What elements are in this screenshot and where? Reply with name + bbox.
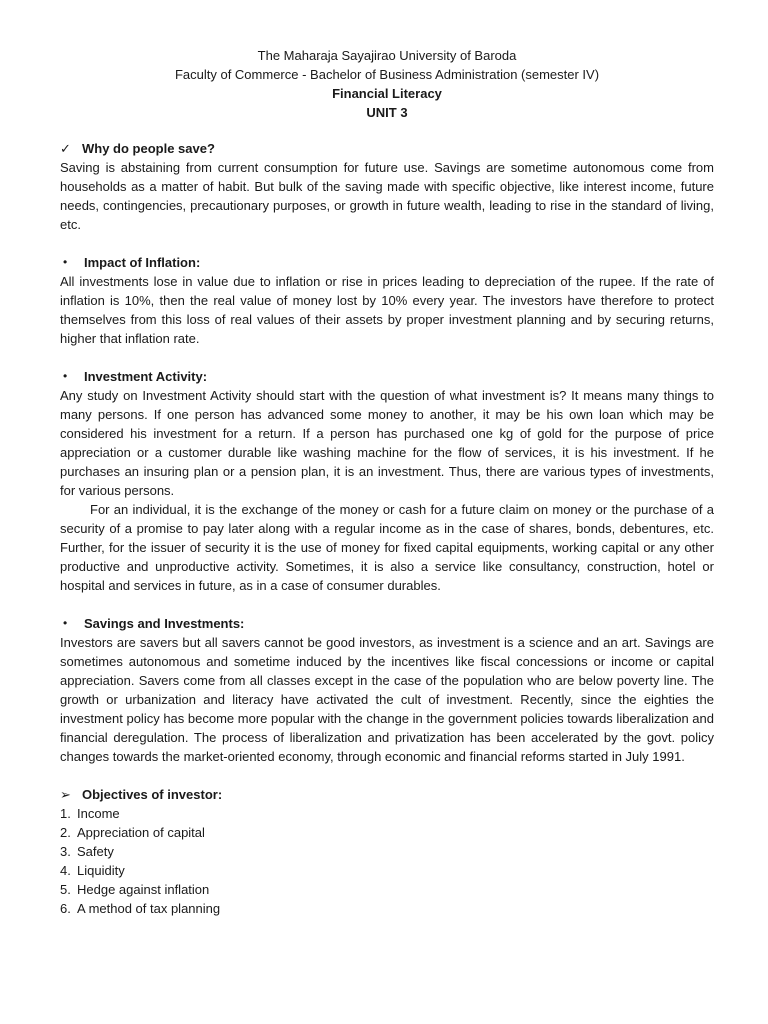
- list-item-label: Income: [77, 806, 120, 821]
- list-item-number: 2.: [60, 825, 71, 840]
- checkmark-icon: ✓: [60, 141, 71, 156]
- bullet-icon: •: [63, 255, 68, 269]
- list-item-label: Safety: [77, 844, 114, 859]
- list-item: [60, 842, 714, 861]
- university-name: The Maharaja Sayajirao University of Baroda: [257, 48, 517, 63]
- section-impact-of-inflation: [60, 253, 714, 348]
- list-item-number: 1.: [60, 806, 71, 821]
- faculty-line: Faculty of Commerce - Bachelor of Business Administration (semester IV): [174, 67, 600, 82]
- section-paragraph-indented: For an individual, it is the exchange of the money or cash for a future claim on money or the purchase of a security of a promise to pay later along with a regular income as in the case of shares, bonds, debentures, etc. Further, for the issuer of security it is the use of money for fixed capital equipments, working capital or any other productive and unproductive activity. Sometimes, it is also a service like consultancy, construction, hotel or hospital and services in future, as in a case of consumer durables.: [60, 502, 714, 593]
- list-item: [60, 804, 714, 823]
- list-item-number: 3.: [60, 844, 71, 859]
- unit-title: UNIT 3: [366, 105, 408, 120]
- heading-text: Why do people save?: [82, 141, 215, 156]
- list-item: [60, 861, 714, 880]
- list-item-label: A method of tax planning: [77, 901, 221, 916]
- list-item: [60, 823, 714, 842]
- section-paragraph: Investors are savers but all savers cannot be good investors, as investment is a science and an art. Savings are sometimes autonomous and sometime induced by the incentives like fiscal concessions or income or capital appreciation. Savers come from all classes except in the case of the population who are below poverty line. The growth or urbanization and literacy have activated the cult of investment. Recently, since the eighties the investment policy has become more popular with the change in the government policies towards liberalization and financial deregulation. The process of liberalization and privatization has been accelerated by the govt. policy changes towards the market-oriented economy, through economic and financial reforms started in July 1991.: [60, 635, 714, 764]
- section-objectives-of-investor: [60, 785, 714, 918]
- list-item-label: Hedge against inflation: [77, 882, 210, 897]
- list-item-label: Appreciation of capital: [77, 825, 205, 840]
- section-paragraph: Any study on Investment Activity should start with the question of what investment is? It means many things to many persons. If one person has advanced some money to another, it may be his own loan which may be considered his investment for a return. If a person has purchased one kg of gold for the purpose of price appreciation or a customer durable like washing machine for the flow of services, it is his investment. If he purchases an insuring plan or a pension plan, it is an investment. Thus, there are various types of investments, for various persons.: [60, 388, 714, 498]
- section-investment-activity: [60, 367, 714, 595]
- list-item-number: 4.: [60, 863, 71, 878]
- section-heading: [60, 367, 714, 386]
- bullet-icon: •: [63, 616, 68, 630]
- heading-text: Objectives of investor:: [82, 787, 223, 802]
- section-paragraph: All investments lose in value due to inflation or rise in prices leading to depreciation of the rupee. If the rate of inflation is 10%, then the real value of money lost by 10% every year. The investors have therefore to protect themselves from this loss of real values of their assets by proper investment planning and by securing returns, higher that inflation rate.: [60, 274, 714, 346]
- subject-title: Financial Literacy: [332, 86, 442, 101]
- section-paragraph: Saving is abstaining from current consumption for future use. Savings are sometime autonomous come from households as a matter of habit. But bulk of the saving made with specific objective, like interest income, future needs, contingencies, precautionary purposes, or growth in future wealth, leading to rise in the standard of living, etc.: [60, 160, 714, 232]
- list-item-label: Liquidity: [77, 863, 125, 878]
- list-item-number: 6.: [60, 901, 71, 916]
- section-savings-and-investments: [60, 614, 714, 766]
- list-item: [60, 880, 714, 899]
- heading-text: Impact of Inflation:: [84, 255, 201, 270]
- bullet-icon: •: [63, 369, 68, 383]
- section-heading: [60, 785, 714, 804]
- arrowhead-bullet-icon: ➢: [60, 787, 71, 802]
- document-page: [60, 46, 714, 918]
- list-item-number: 5.: [60, 882, 71, 897]
- heading-text: Savings and Investments:: [84, 616, 245, 631]
- section-heading: [60, 614, 714, 633]
- section-heading: [60, 139, 714, 158]
- objectives-list: [60, 804, 714, 918]
- list-item: [60, 899, 714, 918]
- section-why-save: [60, 139, 714, 234]
- heading-text: Investment Activity:: [84, 369, 208, 384]
- document-header: [60, 46, 714, 122]
- section-heading: [60, 253, 714, 272]
